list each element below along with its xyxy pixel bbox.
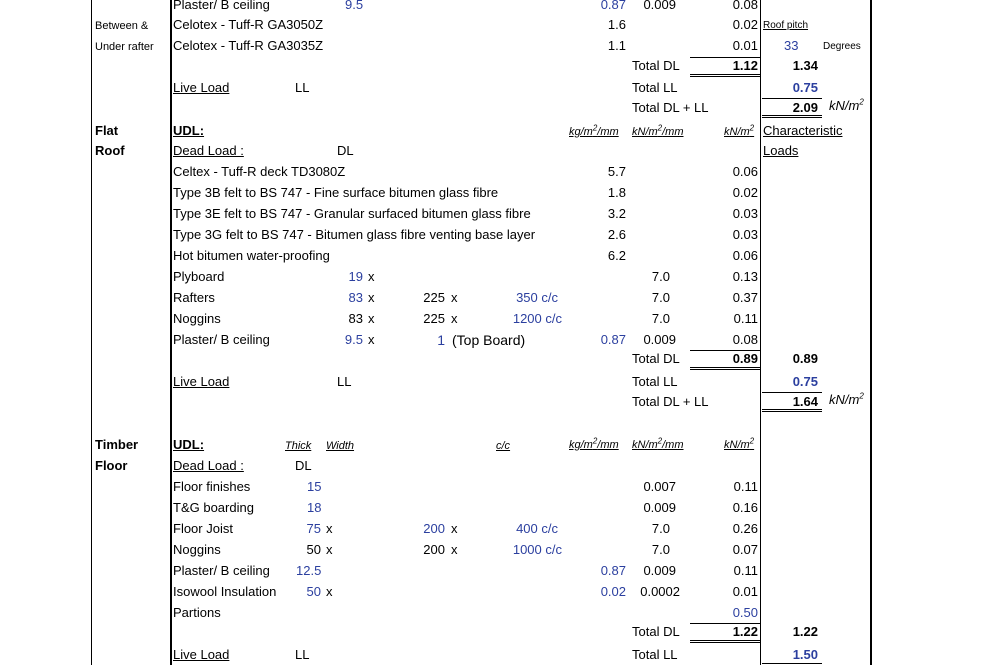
total-dlll-double-rule xyxy=(762,115,822,116)
total-dl-top-rule xyxy=(690,623,760,624)
centres-value: 400 c/c xyxy=(516,521,558,536)
load-value: 0.26 xyxy=(732,521,758,536)
density-value: 1.6 xyxy=(607,17,626,32)
row-label: Floor finishes xyxy=(173,479,251,494)
total-ll-value: 0.75 xyxy=(792,80,818,95)
mass-value: 7.0 xyxy=(651,269,670,284)
times-sign: x xyxy=(451,290,458,305)
load-value: 0.50 xyxy=(732,605,758,620)
density-value: 6.2 xyxy=(607,248,626,263)
section-title: Roof xyxy=(95,143,125,158)
total-dlll-top-rule xyxy=(762,392,822,393)
mass-value: 7.0 xyxy=(651,521,670,536)
total-dlll-label: Total DL + LL xyxy=(632,100,709,115)
times-sign: x xyxy=(368,332,375,347)
total-dl-top-rule xyxy=(690,57,760,58)
header-kn-text: kN/m xyxy=(632,439,658,451)
header-kg: $kg/m^2/mm$ xyxy=(569,123,619,138)
header-knm: $kN/m^2$ xyxy=(724,123,755,138)
thickness-value: 50 xyxy=(306,542,321,557)
load-value: 0.06 xyxy=(732,248,758,263)
total-dl-double-rule xyxy=(690,74,760,75)
unit-label: $kN/m^2$ xyxy=(829,97,864,113)
dl-code: DL xyxy=(295,458,312,473)
thickness-value: 19 xyxy=(348,269,363,284)
row-label: Noggins xyxy=(173,311,221,326)
load-value: 0.16 xyxy=(732,500,758,515)
mass-value: 0.009 xyxy=(643,0,676,12)
times-sign: x xyxy=(326,584,333,599)
mass-value: 7.0 xyxy=(651,290,670,305)
thickness-value: 75 xyxy=(306,521,321,536)
width-value: 200 xyxy=(423,542,445,557)
width-value: 225 xyxy=(423,290,445,305)
header-kn-text: kN/m xyxy=(632,126,658,138)
udl-label: UDL: xyxy=(173,437,205,452)
between-label: Between & xyxy=(95,20,149,32)
roof-pitch-value: 33 xyxy=(784,38,799,53)
total-ll-value: 1.50 xyxy=(792,647,818,662)
centres-value: 1000 c/c xyxy=(512,542,562,557)
load-value: 0.03 xyxy=(732,206,758,221)
live-load-label: Live Load xyxy=(173,374,230,389)
total-dl-label: Total DL xyxy=(632,351,680,366)
density-value: 3.2 xyxy=(607,206,626,221)
header-kg: $kg/m^2/mm$ xyxy=(569,436,619,451)
board-count: 1 xyxy=(437,332,445,348)
live-load-label: Live Load xyxy=(173,80,230,95)
total-dl-value: 0.89 xyxy=(732,351,758,366)
row-label: Plaster/ B ceiling xyxy=(173,0,270,12)
dead-load-label: Dead Load : xyxy=(173,458,244,473)
row-label: Type 3G felt to BS 747 - Bitumen glass fibre venting base layer xyxy=(173,227,536,242)
times-sign: x xyxy=(368,290,375,305)
density-value: 0.87 xyxy=(600,332,626,347)
total-dlll-top-rule xyxy=(762,663,822,664)
header-kn-tail: /mm xyxy=(662,126,684,138)
row-label: Plaster/ B ceiling xyxy=(173,563,270,578)
header-knm-text: kN/m xyxy=(724,439,750,451)
values-column-divider xyxy=(760,0,761,665)
row-label: Celotex - Tuff-R GA3035Z xyxy=(173,38,324,53)
width-value: 200 xyxy=(423,521,445,536)
ll-code: LL xyxy=(295,80,310,95)
ll-code: LL xyxy=(337,374,352,389)
right-border xyxy=(870,0,872,665)
mass-value: 0.007 xyxy=(643,479,676,494)
header-cc: c/c xyxy=(496,440,511,452)
row-label: Rafters xyxy=(173,290,215,305)
load-value: 0.02 xyxy=(732,17,758,32)
section-title: Flat xyxy=(95,123,119,138)
header-kg-tail: /mm xyxy=(597,439,619,451)
row-label: Isowool Insulation xyxy=(173,584,277,599)
total-ll-label: Total LL xyxy=(632,374,678,389)
load-value: 0.08 xyxy=(732,0,758,12)
times-sign: x xyxy=(451,542,458,557)
centres-value: 1200 c/c xyxy=(512,311,562,326)
total-ll-label: Total LL xyxy=(632,80,678,95)
row-label: Partions xyxy=(173,605,221,620)
section-title: Floor xyxy=(95,458,128,473)
header-kg-text: kg/m xyxy=(569,439,593,451)
density-value: 2.6 xyxy=(607,227,626,242)
mass-value: 7.0 xyxy=(651,311,670,326)
header-kg-tail: /mm xyxy=(597,126,619,138)
header-kg-text: kg/m xyxy=(569,126,593,138)
mass-value: 0.009 xyxy=(643,563,676,578)
row-label: Hot bitumen water-proofing xyxy=(173,248,330,263)
roof-pitch-label: Roof pitch xyxy=(763,20,809,31)
total-dlll-label: Total DL + LL xyxy=(632,394,709,409)
mass-value: 7.0 xyxy=(651,542,670,557)
live-load-label: Live Load xyxy=(173,647,230,662)
total-dl-label: Total DL xyxy=(632,58,680,73)
udl-label: UDL: xyxy=(173,123,205,138)
row-label: Type 3B felt to BS 747 - Fine surface bitumen glass fibre xyxy=(173,185,499,200)
row-label: Noggins xyxy=(173,542,221,557)
total-ll-label: Total LL xyxy=(632,647,678,662)
header-thick: Thick xyxy=(285,440,312,452)
total-dl-characteristic: 1.22 xyxy=(792,624,818,639)
row-label: T&G boarding xyxy=(173,500,254,515)
density-value: 5.7 xyxy=(607,164,626,179)
load-value: 0.11 xyxy=(733,311,758,326)
header-kn-tail: /mm xyxy=(662,439,684,451)
thickness-value: 18 xyxy=(307,500,322,515)
load-value: 0.07 xyxy=(732,542,758,557)
centres-value: 350 c/c xyxy=(516,290,558,305)
mass-value: 0.009 xyxy=(643,500,676,515)
unit-label: $kN/m^2$ xyxy=(829,391,864,407)
row-label: Plyboard xyxy=(173,269,225,284)
thickness-value: 9.5 xyxy=(345,0,364,12)
roof-pitch-unit: Degrees xyxy=(823,41,861,52)
times-sign: x xyxy=(368,311,375,326)
load-value: 0.01 xyxy=(732,38,758,53)
header-width: Width xyxy=(326,440,355,452)
thickness-value: 50 xyxy=(306,584,321,599)
load-value: 0.08 xyxy=(732,332,758,347)
density-value: 0.87 xyxy=(600,0,626,12)
load-value: 0.11 xyxy=(733,479,758,494)
load-value: 0.02 xyxy=(732,185,758,200)
total-dlll-value: 1.64 xyxy=(792,394,818,409)
header-kn: $kN/m^2/mm$ xyxy=(632,123,684,138)
thickness-value: 12.5 xyxy=(296,563,322,578)
total-dl-double-rule xyxy=(690,76,760,77)
section-title: Timber xyxy=(95,437,139,452)
header-knm: $kN/m^2$ xyxy=(724,436,755,451)
width-value: 225 xyxy=(423,311,445,326)
row-label: Floor Joist xyxy=(173,521,233,536)
unit-text: kN/m xyxy=(829,392,860,407)
characteristic-label: Characteristic xyxy=(763,123,843,138)
total-dlll-value: 2.09 xyxy=(792,100,818,115)
dead-load-label: Dead Load : xyxy=(173,143,244,158)
density-value: 0.87 xyxy=(600,563,626,578)
total-dl-double-rule xyxy=(690,642,760,643)
total-dlll-double-rule xyxy=(762,409,822,410)
total-dl-double-rule xyxy=(690,640,760,641)
thickness-value: 83 xyxy=(348,290,363,305)
load-value: 0.11 xyxy=(733,563,758,578)
density-value: 1.1 xyxy=(607,38,626,53)
total-dl-value: 1.12 xyxy=(732,58,758,73)
under-rafter-label: Under rafter xyxy=(95,41,154,53)
row-label: Type 3E felt to BS 747 - Granular surfaced bitumen glass fibre xyxy=(173,206,531,221)
ll-code: LL xyxy=(295,647,310,662)
load-value: 0.37 xyxy=(732,290,758,305)
total-dl-characteristic: 1.34 xyxy=(792,58,818,73)
row-label: Celotex - Tuff-R GA3050Z xyxy=(173,17,324,32)
total-dl-characteristic: 0.89 xyxy=(792,351,818,366)
times-sign: x xyxy=(326,542,333,557)
load-value: 0.03 xyxy=(732,227,758,242)
load-value: 0.06 xyxy=(732,164,758,179)
load-value: 0.13 xyxy=(732,269,758,284)
header-knm-text: kN/m xyxy=(724,126,750,138)
row-label: Celtex - Tuff-R deck TD3080Z xyxy=(173,164,346,179)
thickness-value: 15 xyxy=(307,479,322,494)
load-value: 0.01 xyxy=(732,584,758,599)
total-ll-value: 0.75 xyxy=(792,374,818,389)
times-sign: x xyxy=(451,311,458,326)
header-kn: $kN/m^2/mm$ xyxy=(632,436,684,451)
mass-value: 0.0002 xyxy=(640,584,680,599)
times-sign: x xyxy=(368,269,375,284)
label-column-divider xyxy=(170,0,172,665)
mass-value: 0.009 xyxy=(643,332,676,347)
total-dl-double-rule xyxy=(690,369,760,370)
total-dlll-double-rule xyxy=(762,411,822,412)
thickness-value: 83 xyxy=(348,311,363,326)
density-value: 1.8 xyxy=(607,185,626,200)
left-border xyxy=(91,0,92,665)
board-type: (Top Board) xyxy=(452,332,526,348)
total-dl-value: 1.22 xyxy=(732,624,758,639)
total-dl-label: Total DL xyxy=(632,624,680,639)
dl-code: DL xyxy=(337,143,354,158)
times-sign: x xyxy=(451,521,458,536)
total-dl-top-rule xyxy=(690,350,760,351)
row-label: Plaster/ B ceiling xyxy=(173,332,270,347)
thickness-value: 9.5 xyxy=(344,332,363,347)
times-sign: x xyxy=(326,521,333,536)
density-value: 0.02 xyxy=(600,584,626,599)
unit-text: kN/m xyxy=(829,98,860,113)
loads-label: Loads xyxy=(763,143,799,158)
total-dlll-top-rule xyxy=(762,98,822,99)
total-dl-double-rule xyxy=(690,367,760,368)
total-dlll-double-rule xyxy=(762,117,822,118)
